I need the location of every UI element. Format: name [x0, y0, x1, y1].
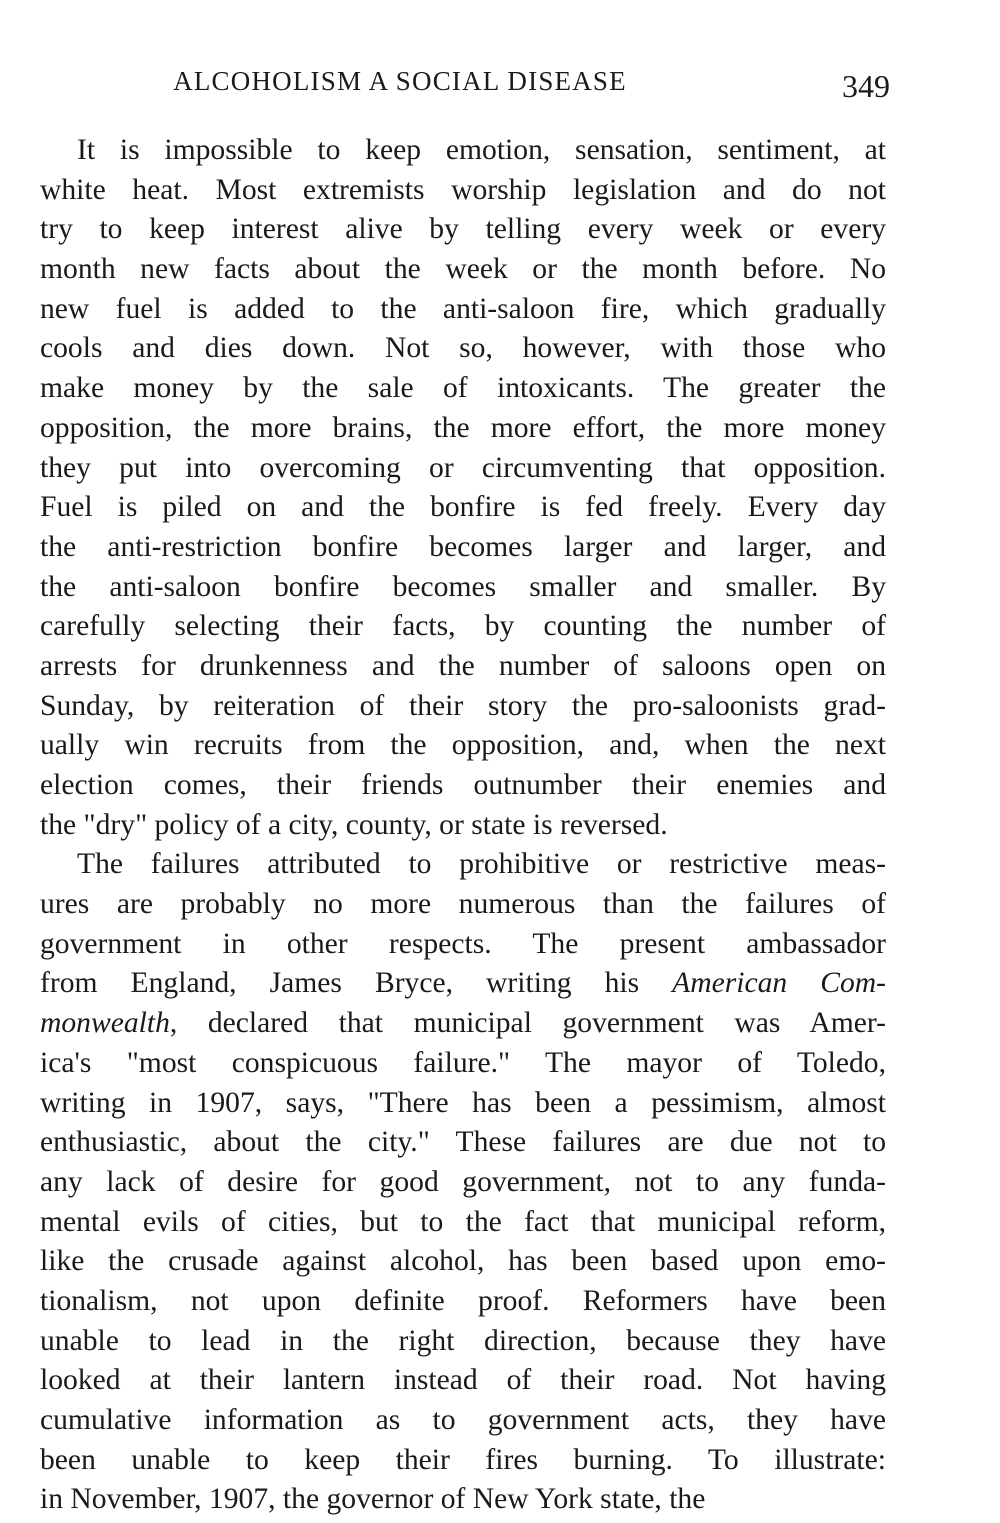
text-line — [40, 1004, 886, 1044]
text-line: opposition, the more brains, the more effort, the more money — [40, 411, 886, 444]
text-line: new fuel is added to the anti-saloon fire, which gradually — [40, 292, 886, 325]
text-line: make money by the sale of intoxicants. The greater the — [40, 372, 886, 405]
line-fragment: , declared that municipal government was Amer- — [169, 1007, 886, 1040]
text-line: the anti-saloon bonfire becomes smaller and smaller. By — [40, 570, 886, 603]
text-line: ually win recruits from the opposition, and, when the next — [40, 729, 886, 762]
text-line: ures are probably no more numerous than the failures of — [40, 888, 886, 921]
text-line: cumulative information as to government acts, they have — [40, 1404, 886, 1436]
text-line: the "dry" policy of a city, county, or state is reversed. — [40, 808, 668, 841]
text-line: any lack of desire for good government, not to any funda- — [40, 1165, 886, 1198]
text-line: month new facts about the week or the month before. No — [40, 253, 886, 286]
text-line: carefully selecting their facts, by counting the number of — [40, 610, 886, 643]
text-line: Fuel is piled on and the bonfire is fed freely. Every day — [40, 491, 886, 524]
italic-title-text: American Com- — [672, 967, 886, 1000]
line-fragment: from England, James Bryce, writing his — [40, 967, 673, 1000]
text-line: It is impossible to keep emotion, sensation, sentiment, at — [77, 134, 886, 166]
text-line: election comes, their friends outnumber their enemies and — [40, 769, 886, 801]
text-line: The failures attributed to prohibitive or restrictive meas- — [77, 848, 886, 881]
body-text — [40, 131, 886, 1520]
text-line: white heat. Most extremists worship legislation and do not — [40, 173, 886, 206]
text-line: try to keep interest alive by telling every week or every — [40, 213, 886, 246]
text-line: unable to lead in the right direction, because they have — [40, 1324, 886, 1357]
text-line: arrests for drunkenness and the number of saloons open on — [40, 649, 886, 682]
text-line: the anti-restriction bonfire becomes larger and larger, and — [40, 530, 886, 563]
text-line: enthusiastic, about the city." These failures are due not to — [40, 1126, 886, 1159]
italic-title-text: monwealth — [40, 1007, 170, 1040]
text-line — [40, 964, 886, 1004]
text-line: Sunday, by reiteration of their story the pro-saloonists grad- — [40, 689, 886, 722]
text-line: government in other respects. The present ambassador — [40, 927, 886, 960]
text-line: been unable to keep their fires burning. To illustrate: — [40, 1443, 886, 1476]
text-line: mental evils of cities, but to the fact that municipal reform, — [40, 1205, 886, 1238]
text-line: like the crusade against alcohol, has been based upon emo- — [40, 1245, 886, 1278]
running-title: ALCOHOLISM A SOCIAL DISEASE — [173, 66, 627, 96]
page-number: 349 — [842, 68, 890, 104]
text-line: writing in 1907, says, "There has been a pessimism, almost — [40, 1086, 886, 1119]
text-line: cools and dies down. Not so, however, with those who — [40, 332, 886, 365]
text-line: tionalism, not upon definite proof. Reformers have been — [40, 1284, 886, 1317]
running-header — [40, 62, 890, 108]
text-line: ica's "most conspicuous failure." The mayor of Toledo, — [40, 1046, 886, 1079]
text-line: in November, 1907, the governor of New York state, the — [40, 1483, 706, 1516]
text-line: they put into overcoming or circumventing that opposition. — [40, 451, 886, 484]
text-line: looked at their lantern instead of their road. Not having — [40, 1364, 886, 1397]
